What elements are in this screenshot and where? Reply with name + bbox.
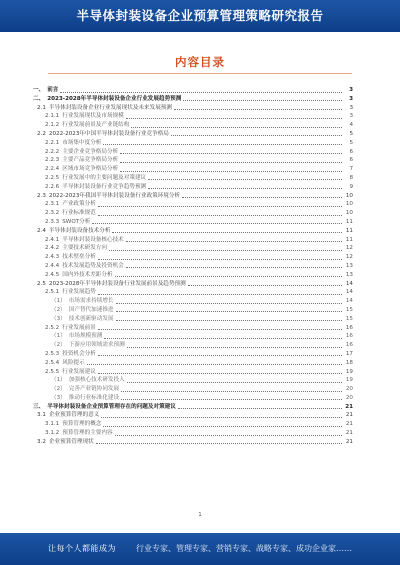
- toc-entry[interactable]: [33, 438, 353, 447]
- toc-entry-title: 半导体封装设备核心技术: [62, 236, 124, 243]
- toc-leader-dots: [182, 197, 342, 198]
- toc-leader-dots: [131, 127, 342, 128]
- footer-slogan: 让每个人都能成为: [48, 544, 116, 553]
- toc-entry[interactable]: [33, 165, 353, 174]
- toc-entry-number: 3.1.2: [45, 430, 60, 437]
- toc-entry[interactable]: [33, 306, 353, 315]
- toc-entry-number: 2.1: [37, 104, 46, 111]
- toc-leader-dots: [116, 303, 342, 304]
- toc-entry[interactable]: [33, 420, 353, 429]
- toc-entry-number: 2.5: [37, 280, 46, 287]
- toc-leader-dots: [126, 267, 342, 268]
- toc-entry-number: 2.3.2: [45, 210, 60, 217]
- toc-entry-number: 2.4.4: [45, 262, 60, 269]
- toc-entry-page: 16: [345, 324, 353, 331]
- toc-entry-page: 12: [345, 254, 353, 261]
- toc-entry-page: 11: [345, 218, 353, 225]
- toc-leader-dots: [98, 329, 342, 330]
- toc-entry-title: 市场需求持续增长: [68, 298, 114, 305]
- toc-entry[interactable]: [33, 297, 353, 306]
- footer-bar: [0, 533, 400, 565]
- toc-entry[interactable]: [33, 244, 353, 253]
- toc-entry[interactable]: [33, 112, 353, 121]
- toc-entry-number: （2）: [51, 306, 66, 313]
- toc-entry-page: 6: [349, 157, 353, 164]
- toc-entry-page: 9: [349, 183, 353, 190]
- toc-entry[interactable]: [33, 403, 353, 412]
- toc-entry-page: 17: [345, 350, 353, 357]
- toc-entry-title: 投资机会分析: [62, 350, 96, 357]
- toc-leader-dots: [115, 435, 342, 436]
- toc-title: 内容目录: [175, 55, 225, 69]
- toc-entry-number: （3）: [51, 394, 66, 401]
- toc-entry-page: 20: [345, 394, 353, 401]
- toc-leader-dots: [183, 100, 342, 101]
- toc-entry[interactable]: [33, 324, 353, 333]
- toc-entry-title: 企业预算管理的意义: [48, 412, 100, 419]
- toc-leader-dots: [126, 118, 342, 119]
- toc-entry-title: 企业预算管理现状: [48, 438, 94, 445]
- toc-leader-dots: [96, 443, 342, 444]
- toc-entry-number: 2.2.3: [45, 157, 60, 164]
- toc-entry[interactable]: [33, 218, 353, 227]
- toc-entry-number: 2.5.2: [45, 324, 60, 331]
- toc-entry-page: 12: [345, 245, 353, 252]
- toc-entry-page: 6: [349, 148, 353, 155]
- toc-entry-page: 19: [345, 377, 353, 384]
- toc-entry-title: 2022-2023年中国半导体封装设备行业竞争格局: [48, 130, 169, 137]
- toc-entry-title: 行业标准规范: [62, 210, 96, 217]
- toc-entry[interactable]: [33, 341, 353, 350]
- toc-entry-number: 2.3: [37, 192, 46, 199]
- toc-entry-page: 3: [349, 113, 353, 120]
- toc-entry-number: 2.5.3: [45, 350, 60, 357]
- toc-entry-page: 21: [345, 403, 353, 410]
- toc-entry[interactable]: [33, 121, 353, 130]
- toc-leader-dots: [98, 215, 342, 216]
- toc-entry-page: 3: [349, 87, 353, 93]
- toc-entry-title: 半导体封装设备企业行业发展现状及未来发展预测: [48, 104, 172, 111]
- toc-leader-dots: [92, 223, 342, 224]
- toc-entry[interactable]: [33, 192, 353, 201]
- toc-leader-dots: [127, 382, 342, 383]
- toc-entry-number: 2.5.1: [45, 289, 60, 296]
- toc-entry-page: 15: [345, 315, 353, 322]
- toc-entry-number: 3.1: [37, 412, 46, 419]
- toc-entry-number: 2.5.4: [45, 359, 60, 366]
- toc-entry-number: （1）: [51, 298, 66, 305]
- toc-entry-number: 2.3.3: [45, 218, 60, 225]
- toc-entry[interactable]: [33, 368, 353, 377]
- toc-entry-number: 2.4.5: [45, 271, 60, 278]
- toc-entry-title: 完善产业链协同发展: [68, 386, 120, 393]
- toc-entry-title: 2023-2028年半导体封装设备行业发展前景及趋势预测: [48, 280, 186, 287]
- toc-entry-title: 行业发展现状及市场规模: [62, 113, 124, 120]
- toc-entry[interactable]: [33, 104, 353, 113]
- toc-entry-title: 市场规模预测: [68, 333, 103, 340]
- toc-entry-number: （3）: [51, 315, 66, 322]
- toc-leader-dots: [112, 232, 342, 233]
- toc-entry-number: （2）: [51, 386, 66, 393]
- toc-leader-dots: [120, 153, 342, 154]
- toc-entry-title: 推动行业标准化建设: [68, 394, 120, 401]
- toc-entry-number: 一、: [33, 87, 45, 93]
- toc-leader-dots: [171, 135, 342, 136]
- toc-entry[interactable]: [33, 130, 353, 139]
- toc-entry-title: 行业发展建议: [62, 368, 96, 375]
- toc-entry-page: 16: [345, 333, 353, 340]
- toc-entry-page: 10: [345, 201, 353, 208]
- toc-entry-page: 5: [349, 130, 353, 137]
- toc-entry-title: 产业政策分析: [62, 201, 96, 208]
- toc-entry[interactable]: [33, 350, 353, 359]
- toc-leader-dots: [101, 417, 342, 418]
- toc-entry-page: 16: [345, 342, 353, 349]
- toc-entry-page: 13: [345, 262, 353, 269]
- toc-entry-number: （1）: [51, 333, 66, 340]
- toc-entry-title: 下游应用领域需求预测: [68, 342, 125, 349]
- page-number: 1: [198, 512, 202, 518]
- toc-entry[interactable]: [33, 148, 353, 157]
- toc-leader-dots: [188, 285, 342, 286]
- toc-entry-title: 国产替代加速推进: [68, 306, 114, 313]
- toc-entry-number: 2.2.2: [45, 148, 60, 155]
- toc-entry-number: 2.5.5: [45, 368, 60, 375]
- toc-leader-dots: [121, 391, 342, 392]
- toc-leader-dots: [103, 426, 342, 427]
- toc-entry-number: 三、: [33, 403, 45, 410]
- toc-entry-title: 2023-2028年半导体封装设备企业行业发展趋势预测: [47, 95, 182, 102]
- toc-leader-dots: [126, 241, 342, 242]
- toc-entry-number: 2.2.4: [45, 166, 60, 173]
- toc-entry[interactable]: [33, 174, 353, 183]
- toc-entry-title: 前言: [47, 87, 59, 93]
- toc-entry-page: 18: [345, 359, 353, 366]
- toc-entry-title: 行业发展中的主要问题及对策建议: [62, 174, 147, 181]
- toc-entry[interactable]: [33, 209, 353, 218]
- toc-entry-page: 21: [345, 430, 353, 437]
- toc-entry-title: SWOT分析: [62, 218, 91, 225]
- toc-entry[interactable]: [33, 86, 353, 95]
- toc-entry[interactable]: [33, 139, 353, 148]
- toc-entry-title: 风险提示: [62, 359, 85, 366]
- toc-entry[interactable]: [33, 288, 353, 297]
- toc-entry[interactable]: [33, 227, 353, 236]
- toc-leader-dots: [115, 276, 342, 277]
- toc-entry-title: 预算管理的概念: [62, 421, 102, 428]
- footer-roles: 行业专家、管理专家、营销专家、战略专家、成功企业家……: [136, 544, 352, 553]
- toc-leader-dots: [148, 179, 342, 180]
- toc-entry-number: 2.3.1: [45, 201, 60, 208]
- toc-entry-page: 14: [345, 298, 353, 305]
- toc-entry-page: 10: [345, 210, 353, 217]
- toc-entry[interactable]: [33, 411, 353, 420]
- toc-entry[interactable]: [33, 236, 353, 245]
- toc-entry-number: 3.1.1: [45, 421, 60, 428]
- toc-entry[interactable]: [33, 156, 353, 165]
- toc-entry-page: 14: [345, 289, 353, 296]
- toc-leader-dots: [87, 364, 342, 365]
- toc-entry-title: 半导体封装设备企业预算管理存在的问题及对策建议: [47, 403, 176, 410]
- toc-entry-title: 预算管理的主要内容: [62, 430, 113, 437]
- toc-leader-dots: [104, 338, 342, 339]
- toc-entry-page: 21: [345, 438, 353, 445]
- toc-entry-number: 二、: [33, 95, 45, 102]
- toc-title-divider: [48, 73, 352, 74]
- toc-entry-title: 半导体封装设备技术分析: [48, 227, 111, 234]
- toc-leader-dots: [174, 109, 342, 110]
- toc-leader-dots: [121, 399, 342, 400]
- toc-entry[interactable]: [33, 376, 353, 385]
- toc-entry[interactable]: [33, 200, 353, 209]
- toc-entry-title: 行业发展趋势: [62, 289, 96, 296]
- toc-entry-number: （2）: [51, 342, 66, 349]
- toc-entry-title: 主要技术研发方向: [62, 245, 107, 252]
- toc-leader-dots: [127, 347, 342, 348]
- toc-entry-title: 市场集中度分析: [62, 139, 102, 146]
- toc-entry-page: 4: [349, 122, 353, 129]
- toc-entry-page: 3: [349, 95, 353, 102]
- toc-entry-number: 2.2.6: [45, 183, 60, 190]
- toc-entry-page: 11: [345, 227, 353, 234]
- toc-entry[interactable]: [33, 262, 353, 271]
- toc-entry-title: 半导体封装设备行业竞争趋势预测: [62, 183, 147, 190]
- toc-leader-dots: [109, 250, 342, 251]
- toc-entry-page: 10: [345, 192, 353, 199]
- toc-leader-dots: [60, 92, 342, 93]
- toc-entry-page: 19: [345, 368, 353, 375]
- toc-entry[interactable]: [33, 394, 353, 403]
- toc-entry-number: 2.1.1: [45, 113, 60, 120]
- toc-entry-number: 3.2: [37, 438, 46, 445]
- toc-entry-title: 技术壁垒分析: [62, 254, 96, 261]
- toc-entry-page: 14: [345, 280, 353, 287]
- toc-entry[interactable]: [33, 183, 353, 192]
- toc-entry-title: 区域市场竞争格局分析: [62, 166, 119, 173]
- toc-entry[interactable]: [33, 95, 353, 104]
- toc-entry-number: 2.4.2: [45, 245, 60, 252]
- toc-entry[interactable]: [33, 315, 353, 324]
- toc-entry-title: 行业发展前景及产业链结构: [62, 122, 130, 129]
- toc-entry-page: 21: [345, 421, 353, 428]
- toc-leader-dots: [98, 294, 342, 295]
- toc-entry-page: 8: [349, 174, 353, 181]
- toc-leader-dots: [120, 171, 342, 172]
- toc-entry[interactable]: [33, 359, 353, 368]
- toc-entry-page: 11: [345, 236, 353, 243]
- toc-leader-dots: [103, 144, 342, 145]
- toc-entry[interactable]: [33, 280, 353, 289]
- toc-entry-number: 2.4.1: [45, 236, 60, 243]
- toc-entry[interactable]: [33, 385, 353, 394]
- toc-leader-dots: [98, 373, 342, 374]
- toc-entry-page: 7: [349, 166, 353, 173]
- toc-entry-page: 15: [345, 306, 353, 313]
- toc-entry-title: 国内外技术差距分析: [62, 271, 113, 278]
- toc-entry[interactable]: [33, 253, 353, 262]
- toc-entry-page: 20: [345, 386, 353, 393]
- toc-entry-number: 2.2.1: [45, 139, 60, 146]
- toc-entry-number: （1）: [51, 377, 66, 384]
- toc-leader-dots: [98, 259, 342, 260]
- toc-entry-number: 2.4.3: [45, 254, 60, 261]
- toc-entry[interactable]: [33, 332, 353, 341]
- toc-entry-number: 2.1.2: [45, 122, 60, 129]
- toc-leader-dots: [116, 320, 342, 321]
- toc-entry-title: 行业发展前景: [62, 324, 96, 331]
- toc-leader-dots: [178, 408, 342, 409]
- toc-entry-title: 主要企业竞争格局分析: [62, 148, 119, 155]
- toc-entry-page: 5: [349, 139, 353, 146]
- report-title: 半导体封装设备企业预算管理策略研究报告: [76, 8, 324, 23]
- toc-entry-page: 21: [345, 412, 353, 419]
- toc-entry-title: 加强核心技术研发投入: [68, 377, 125, 384]
- toc-entry-title: 主要产品竞争格局分析: [62, 157, 119, 164]
- toc-entry-number: 2.2.5: [45, 174, 60, 181]
- toc-entry[interactable]: [33, 429, 353, 438]
- toc-entry-page: 13: [345, 271, 353, 278]
- toc-entry-title: 技术创新驱动发展: [68, 315, 114, 322]
- toc-leader-dots: [116, 311, 342, 312]
- toc-leader-dots: [98, 355, 342, 356]
- toc-entry-number: 2.2: [37, 130, 46, 137]
- toc-entry-title: 2022-2023年我国半导体封装设备行业政策环境分析: [48, 192, 181, 199]
- toc-entry-page: 3: [349, 104, 353, 111]
- toc-leader-dots: [98, 206, 342, 207]
- table-of-contents: [33, 86, 353, 447]
- toc-entry-number: 2.4: [37, 227, 46, 234]
- toc-leader-dots: [148, 188, 342, 189]
- toc-entry[interactable]: [33, 271, 353, 280]
- toc-leader-dots: [120, 162, 342, 163]
- header-bar: [0, 0, 400, 32]
- toc-entry-title: 技术发展趋势及投资机会: [62, 262, 124, 269]
